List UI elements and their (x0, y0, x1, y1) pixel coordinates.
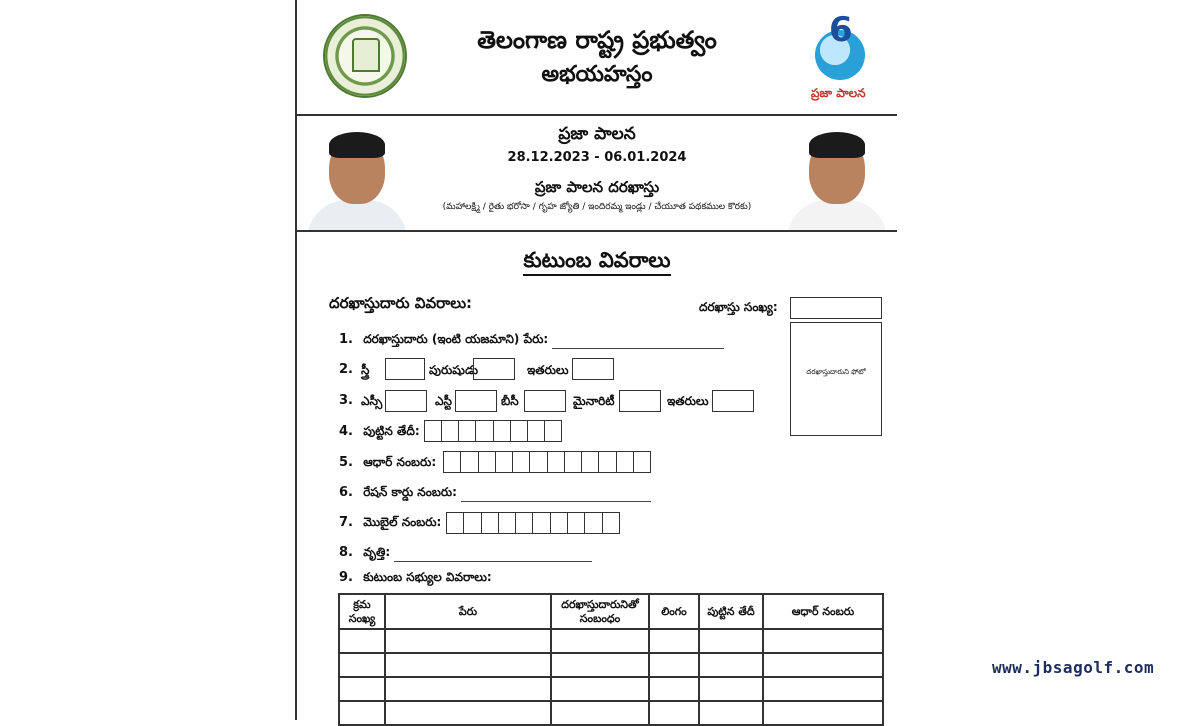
applicant-heading: దరఖాస్తుదారు వివరాలు: (329, 294, 473, 312)
band-dates: 28.12.2023 - 06.01.2024 (507, 150, 687, 165)
female-checkbox[interactable] (385, 358, 425, 380)
mobile-label: మొబైల్ నంబరు: (363, 515, 442, 529)
female-label: స్త్రీ (361, 363, 370, 377)
head-name-label: దరఖాస్తుదారు (ఇంటి యజమాని) పేరు: (363, 332, 549, 346)
table-row[interactable] (339, 677, 883, 701)
scheme-title: అభయహస్తం (541, 62, 653, 87)
band-schemes: (మహాలక్ష్మి / రైతు భరోసా / గృహ జ్యోతి / ఇందిరమ్మ ఇండ్లు / చేయూత పథకముల కొరకు) (442, 202, 752, 212)
col-serial: క్రమ సంఖ్య (339, 594, 385, 629)
col-aadhaar: ఆధార్ నంబరు (763, 594, 883, 629)
field-family-members: 9. కుటుంబ సభ్యుల వివరాలు: (339, 570, 492, 585)
minority-label: మైనారిటీ (573, 394, 615, 408)
photo-label: దరఖాస్తుదారుని ఫోటో (806, 368, 866, 376)
six-guarantees-logo (811, 10, 871, 104)
field-aadhaar: 5. ఆధార్ నంబరు: (339, 455, 437, 470)
occupation-label: వృత్తి: (363, 545, 391, 559)
col-dob: పుట్టిన తేదీ (699, 594, 763, 629)
form-header (297, 0, 897, 116)
logo-label: ప్రజా పాలన (811, 86, 866, 100)
field-mobile: 7. మొబైల్ నంబరు: (339, 515, 442, 530)
band-subtitle: ప్రజా పాలన దరఖాస్తు (534, 178, 660, 196)
minority-checkbox[interactable] (619, 390, 661, 412)
praja-palana-band (297, 116, 897, 232)
st-checkbox[interactable] (455, 390, 497, 412)
male-label: పురుషుడు (429, 363, 478, 377)
aadhaar-cells[interactable] (443, 451, 651, 473)
gender-others-label: ఇతరులు (527, 363, 569, 377)
family-members-label: కుటుంబ సభ్యుల వివరాలు: (363, 570, 492, 584)
field-ration-card: 6. రేషన్ కార్డు నంబరు: (339, 485, 651, 502)
ration-card-label: రేషన్ కార్డు నంబరు: (363, 485, 457, 499)
table-row[interactable] (339, 653, 883, 677)
aadhaar-label: ఆధార్ నంబరు: (363, 455, 437, 469)
band-title: ప్రజా పాలన (558, 124, 636, 144)
mobile-cells[interactable] (446, 512, 620, 534)
caste-others-label: ఇతరులు (667, 394, 709, 408)
col-relation: దరఖాస్తుదారునితో సంబంధం (551, 594, 649, 629)
field-dob: 4. పుట్టిన తేదీ: (339, 424, 420, 439)
bc-checkbox[interactable] (524, 390, 566, 412)
dob-cells[interactable] (424, 420, 562, 442)
leader-photo-right (781, 126, 893, 230)
site-watermark: www.jbsagolf.com (992, 658, 1155, 677)
table-row[interactable] (339, 629, 883, 653)
field-gender: 2. (339, 362, 353, 377)
head-name-line[interactable] (552, 336, 724, 349)
sc-checkbox[interactable] (385, 390, 427, 412)
field-caste: 3. (339, 393, 353, 408)
application-number-field[interactable] (790, 297, 882, 319)
application-number-label: దరఖాస్తు సంఖ్య: (699, 300, 778, 314)
application-form-page (295, 0, 897, 720)
sc-label: ఎస్సీ (361, 394, 383, 408)
field-occupation: 8. వృత్తి: (339, 545, 592, 562)
st-label: ఎస్టీ (435, 394, 452, 408)
family-members-table (338, 593, 884, 726)
male-checkbox[interactable] (473, 358, 515, 380)
field-head-name: 1. దరఖాస్తుదారు (ఇంటి యజమాని) పేరు: (339, 332, 724, 349)
occupation-line[interactable] (394, 549, 592, 562)
bc-label: బీసీ (501, 394, 519, 408)
gender-others-checkbox[interactable] (572, 358, 614, 380)
col-name: పేరు (385, 594, 551, 629)
government-title: తెలంగాణ రాష్ట్ర ప్రభుత్వం (477, 26, 717, 54)
ration-card-line[interactable] (461, 489, 651, 502)
section-title: కుటుంబ వివరాలు (297, 248, 897, 278)
col-gender: లింగం (649, 594, 699, 629)
table-row[interactable] (339, 701, 883, 725)
applicant-photo-box[interactable] (790, 322, 882, 436)
dob-label: పుట్టిన తేదీ: (363, 424, 420, 438)
logo-six-icon: 6 (829, 10, 853, 50)
caste-others-checkbox[interactable] (712, 390, 754, 412)
